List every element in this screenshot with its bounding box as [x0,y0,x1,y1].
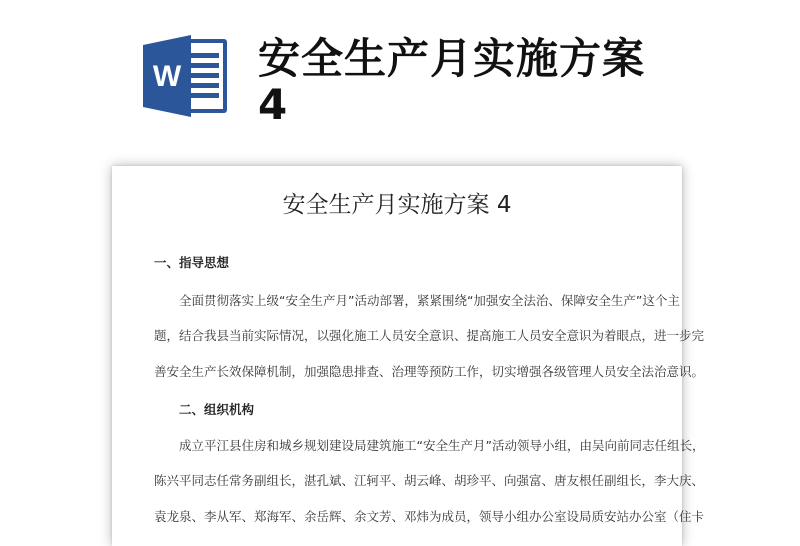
document-title: 安全生产月实施方案 4 [282,192,512,218]
section1-line: 全面贯彻落实上级“安全生产月”活动部署，紧紧围绕“加强安全法治、保障安全生产”这个主 [179,293,680,308]
section2-line: 成立平江县住房和城乡规划建设局建筑施工“安全生产月”活动领导小组，由吴向前同志任组长， [179,438,705,453]
word-document-icon [141,33,231,119]
header [0,0,800,150]
section1-line: 题，结合我县当前实际情况，以强化施工人员安全意识、提高施工人员安全意识为着眼点，进一步完 [154,328,705,343]
section2-line: 袁龙泉、李从军、郑海军、余岳辉、余文芳、邓炜为成员，领导小组办公室设局质安站办公室（住卡 [154,509,705,524]
page-title-line1: 安全生产月实施方案 [258,34,646,83]
document-page [112,166,705,546]
page-title-line2: 4 [258,80,289,129]
section1-line: 善安全生产长效保障机制，加强隐患排查、治理等预防工作，切实增强各级管理人员安全法治意识。 [154,364,705,379]
section2-line: 陈兴平同志任常务副组长，湛孔斌、江轲平、胡云峰、胡珍平、向强富、唐友根任副组长，李大庆、 [154,473,705,488]
word-icon-letter: W [152,60,182,93]
section1-heading: 一、指导思想 [154,255,230,270]
section2-heading: 二、组织机构 [179,402,255,417]
